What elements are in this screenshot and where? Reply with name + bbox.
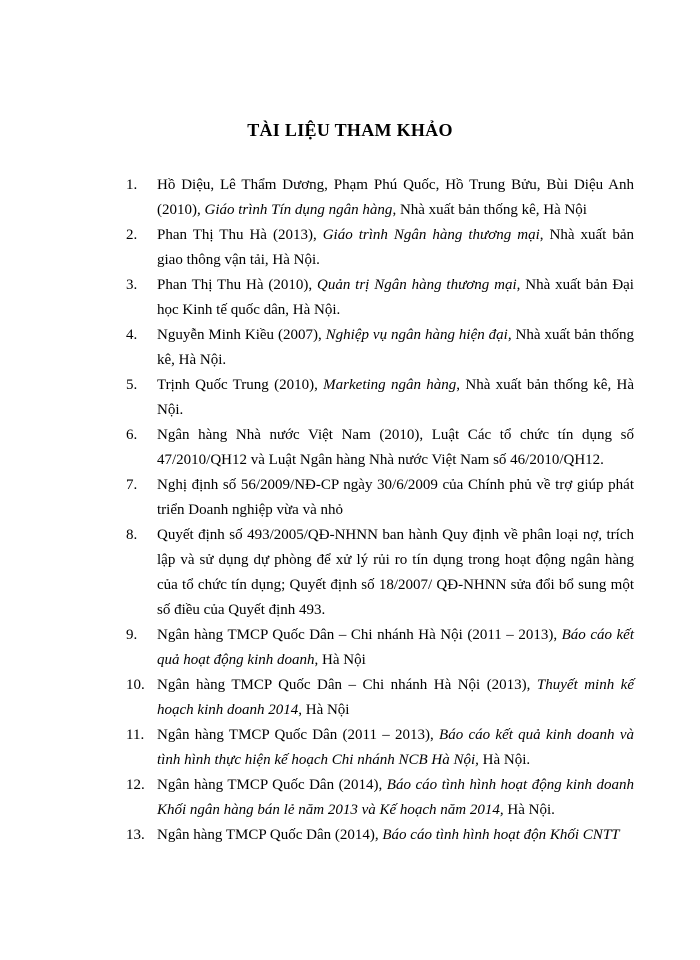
reference-segment: Nhà xuất bản thống kê, Hà Nội. [157, 327, 634, 368]
reference-item [126, 173, 634, 223]
reference-segment: Hà Nội. [503, 802, 555, 818]
reference-segment: , Hà Nội [298, 702, 350, 718]
reference-item [126, 773, 634, 823]
reference-item [126, 473, 634, 523]
reference-text [157, 623, 634, 673]
reference-item [126, 423, 634, 473]
reference-segment: , Hà Nội [314, 652, 366, 668]
reference-text [157, 823, 634, 848]
reference-title: Thuyết minh kế hoạch kinh doanh 2014 [157, 677, 634, 718]
reference-segment: Nguyễn Minh Kiều (2007), [157, 327, 326, 343]
reference-segment: Ngân hàng TMCP Quốc Dân – Chi nhánh Hà Nội (2011 – 2013), [157, 627, 562, 643]
reference-segment: Ngân hàng TMCP Quốc Dân (2014), [157, 777, 387, 793]
reference-number: 13. [126, 827, 145, 843]
reference-text [157, 773, 634, 823]
reference-item [126, 523, 634, 623]
reference-number: 11. [126, 727, 145, 743]
reference-title: Giáo trình Tín dụng ngân hàng [204, 202, 393, 218]
reference-segment: Ngân hàng TMCP Quốc Dân (2014), [157, 827, 383, 843]
reference-number: 5. [126, 377, 138, 393]
reference-segment: Ngân hàng TMCP Quốc Dân – Chi nhánh Hà Nội (2013), [157, 677, 537, 693]
reference-text [157, 473, 634, 523]
reference-title: Quản trị Ngân hàng thương mại [316, 277, 517, 293]
reference-segment: Trịnh Quốc Trung (2010), [157, 377, 324, 393]
reference-segment: , Nhà xuất bản thống kê, Hà Nội [392, 202, 587, 218]
reference-segment: Ngân hàng Nhà nước Việt Nam (2010), Luật Các tổ chức tín dụng số 47/2010/QH12 và Luật Ngân hàng Nhà nước Việt Nam số 46/2010/QH12. [157, 427, 634, 468]
reference-item [126, 823, 634, 848]
reference-title: Nghiệp vụ ngân hàng hiện đại, [325, 327, 512, 343]
reference-number: 8. [126, 527, 138, 543]
reference-item [126, 673, 634, 723]
reference-title: Báo cáo tình hình hoạt động kinh doanh Khối ngân hàng bán lẻ năm 2013 và Kế hoạch năm 2014, [157, 777, 634, 818]
reference-number: 3. [126, 277, 138, 293]
reference-text [157, 723, 634, 773]
page-title: TÀI LIỆU THAM KHẢO [247, 120, 453, 140]
reference-number: 6. [126, 427, 138, 443]
reference-title: Báo cáo kết quả hoạt động kinh doanh [157, 627, 634, 668]
reference-text [157, 323, 634, 373]
reference-segment: Hồ Diệu, Lê Thẩm Dương, Phạm Phú Quốc, Hồ Trung Bửu, Bùi Diệu Anh (2010), [157, 177, 634, 218]
reference-text [157, 673, 634, 723]
reference-number: 9. [126, 627, 138, 643]
reference-segment: , Nhà xuất bản giao thông vận tải, Hà Nội. [157, 227, 634, 268]
reference-segment: , Nhà xuất bản Đại học Kinh tế quốc dân, Hà Nội. [157, 277, 634, 318]
reference-segment: Nghị định số 56/2009/NĐ-CP ngày 30/6/2009 của Chính phủ về trợ giúp phát triển Doanh nghiệp vừa và nhỏ [157, 477, 634, 518]
reference-text [157, 223, 634, 273]
reference-number: 1. [126, 177, 138, 193]
reference-text [157, 373, 634, 423]
reference-item [126, 723, 634, 773]
reference-item [126, 273, 634, 323]
reference-segment: Ngân hàng TMCP Quốc Dân (2011 – 2013), [157, 727, 440, 743]
reference-segment: Phan Thị Thu Hà (2010), [157, 277, 317, 293]
reference-number: 12. [126, 777, 145, 793]
reference-list [126, 173, 634, 848]
reference-number: 10. [126, 677, 145, 693]
reference-item [126, 373, 634, 423]
reference-number: 2. [126, 227, 138, 243]
reference-title: Giáo trình Ngân hàng thương mại [322, 227, 540, 243]
reference-segment: Quyết định số 493/2005/QĐ-NHNN ban hành Quy định về phân loại nợ, trích lập và sử dụng dự phòng để xử lý rủi ro tín dụng trong hoạt động ngân hàng của tổ chức tín dụng; Quyết định số 18/2007/ QĐ-NHNN sửa đổi bổ sung một số điều của Quyết định 493. [157, 527, 634, 618]
reference-segment: , Nhà xuất bản thống kê, Hà Nội. [157, 377, 634, 418]
reference-title: Marketing ngân hàng [323, 377, 457, 393]
reference-text [157, 173, 634, 223]
reference-item [126, 223, 634, 273]
reference-text [157, 423, 634, 473]
reference-text [157, 273, 634, 323]
reference-number: 7. [126, 477, 138, 493]
reference-text [157, 523, 634, 623]
reference-number: 4. [126, 327, 138, 343]
reference-segment: Hà Nội. [478, 752, 531, 768]
reference-title: Báo cáo tình hình hoạt độn Khối CNTT [382, 827, 620, 843]
reference-segment: Phan Thị Thu Hà (2013), [157, 227, 323, 243]
reference-item [126, 323, 634, 373]
reference-item [126, 623, 634, 673]
reference-title: Báo cáo kết quả kinh doanh và tình hình thực hiện kế hoạch Chi nhánh NCB Hà Nội, [157, 727, 634, 768]
